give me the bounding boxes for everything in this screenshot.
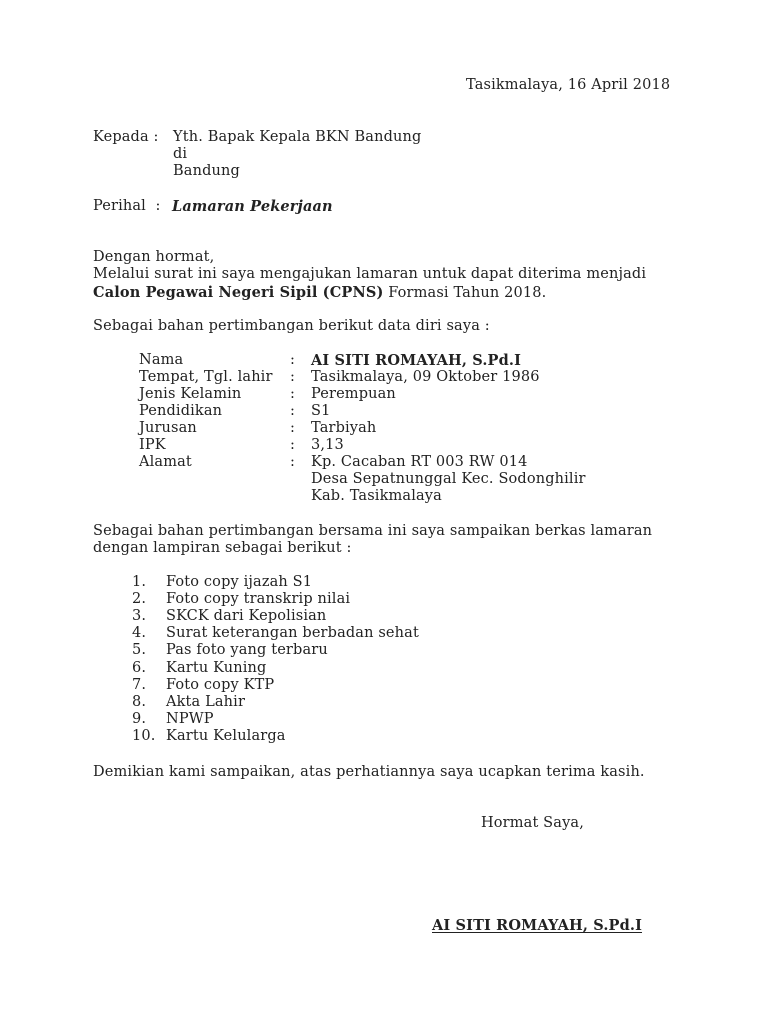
attachments-intro-line-2: dengan lampiran sebagai berikut :: [93, 540, 352, 556]
recipient-line-3: Bandung: [173, 163, 240, 179]
list-item-number: 1.: [132, 574, 147, 590]
list-item-number: 8.: [132, 694, 147, 710]
field-label: Tempat, Tgl. lahir: [139, 369, 273, 385]
field-label: Nama: [139, 352, 184, 368]
list-item-number: 3.: [132, 608, 147, 624]
field-separator: :: [290, 454, 296, 470]
field-value: Kp. Cacaban RT 003 RW 014: [311, 454, 528, 470]
signature-name: AI SITI ROMAYAH, S.Pd.I: [432, 917, 643, 934]
list-item-text: Foto copy ijazah S1: [166, 574, 313, 590]
field-label: Pendidikan: [139, 403, 223, 419]
list-item-number: 5.: [132, 642, 147, 658]
address-line-3: Kab. Tasikmalaya: [311, 488, 442, 504]
list-item-text: NPWP: [166, 711, 214, 727]
list-item-number: 7.: [132, 677, 147, 693]
list-item-number: 2.: [132, 591, 147, 607]
field-value: Tarbiyah: [311, 420, 377, 436]
field-value: Tasikmalaya, 09 Oktober 1986: [311, 369, 540, 385]
subject-label: Perihal :: [93, 198, 161, 214]
field-label: IPK: [139, 437, 166, 453]
greeting: Dengan hormat,: [93, 249, 215, 265]
list-item-number: 10.: [132, 728, 156, 744]
intro-line-2: [93, 284, 546, 302]
salutation: Hormat Saya,: [481, 815, 584, 831]
list-item-text: SKCK dari Kepolisian: [166, 608, 327, 624]
list-item-text: Akta Lahir: [166, 694, 246, 710]
recipient-line-2: di: [173, 146, 188, 162]
address-line-2: Desa Sepatnunggal Kec. Sodonghilir: [311, 471, 586, 487]
field-separator: :: [290, 352, 296, 368]
field-value: 3,13: [311, 437, 344, 453]
list-item-number: 4.: [132, 625, 147, 641]
list-item-text: Kartu Kuning: [166, 660, 267, 676]
field-separator: :: [290, 403, 296, 419]
list-item-number: 9.: [132, 711, 147, 727]
field-label: Jurusan: [139, 420, 197, 436]
field-separator: :: [290, 386, 296, 402]
field-label: Alamat: [139, 454, 192, 470]
field-separator: :: [290, 420, 296, 436]
field-separator: :: [290, 369, 296, 385]
list-item-text: Pas foto yang terbaru: [166, 642, 328, 658]
closing-text: Demikian kami sampaikan, atas perhatiannya saya ucapkan terima kasih.: [93, 764, 645, 780]
list-item-text: Surat keterangan berbadan sehat: [166, 625, 419, 641]
list-item-text: Foto copy transkrip nilai: [166, 591, 351, 607]
recipient-line-1: Yth. Bapak Kepala BKN Bandung: [173, 129, 422, 145]
field-separator: :: [290, 437, 296, 453]
field-value: AI SITI ROMAYAH, S.Pd.I: [311, 352, 522, 369]
intro-line-1: Melalui surat ini saya mengajukan lamaran untuk dapat diterima menjadi: [93, 266, 647, 282]
intro-rest: Formasi Tahun 2018.: [383, 285, 547, 301]
field-label: Jenis Kelamin: [139, 386, 242, 402]
list-item-text: Kartu Kelularga: [166, 728, 286, 744]
field-value: S1: [311, 403, 331, 419]
intro-bold-part: Calon Pegawai Negeri Sipil (CPNS): [93, 284, 384, 301]
data-intro: Sebagai bahan pertimbangan berikut data diri saya :: [93, 318, 490, 334]
place-date: Tasikmalaya, 16 April 2018: [466, 77, 671, 93]
recipient-label: Kepada :: [93, 129, 159, 145]
list-item-text: Foto copy KTP: [166, 677, 275, 693]
field-value: Perempuan: [311, 386, 396, 402]
list-item-number: 6.: [132, 660, 147, 676]
attachments-intro-line-1: Sebagai bahan pertimbangan bersama ini saya sampaikan berkas lamaran: [93, 523, 653, 539]
subject-value: Lamaran Pekerjaan: [172, 198, 333, 215]
